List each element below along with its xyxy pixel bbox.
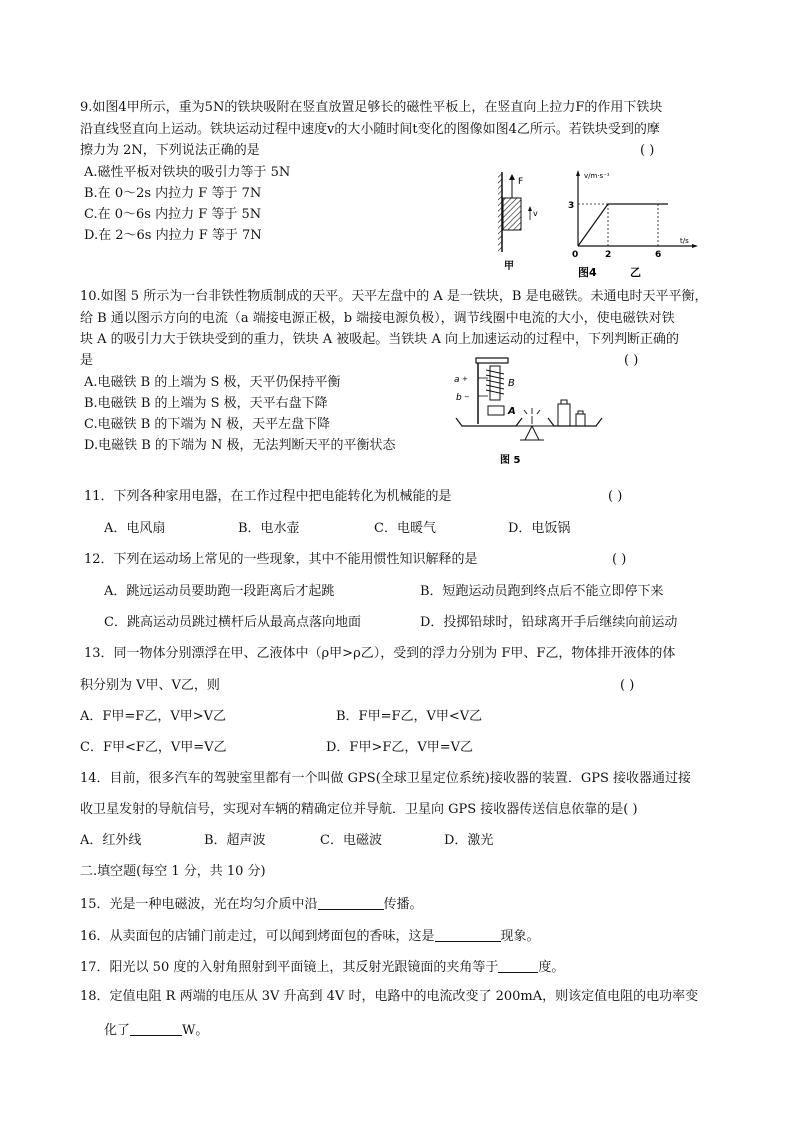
q9-option-d: D.在 2～6s 内拉力 F 等于 7N	[84, 228, 262, 243]
q12-answer-paren: ( )	[612, 552, 627, 567]
iron-block-a	[488, 406, 504, 415]
pointer-marks	[524, 408, 540, 424]
q16-text-before: 16．从卖面包的店铺门前走过，可以闻到烤面包的香味，这是	[80, 929, 435, 944]
q10-option-c: C.电磁铁 B 的下端为 N 极，天平左盘下降	[84, 417, 331, 432]
left-pan	[456, 418, 522, 426]
q18-text-before: 化了	[104, 1023, 131, 1038]
q17-line	[80, 958, 564, 976]
q11-option-c: C．电暖气	[374, 521, 436, 536]
figure-right-caption: 乙	[630, 266, 641, 279]
figure-5-caption: 图 5	[500, 455, 521, 466]
q10-line-1: 10.如图 5 所示为一台非铁性物质制成的天平。天平左盘中的 A 是一铁块，B 是电磁铁。未通电时天平平衡，	[80, 289, 708, 304]
q14-option-d: D．激光	[444, 833, 494, 848]
q12-option-a: A．跳远运动员要助跑一段距离后才起跳	[104, 584, 335, 599]
iron-block	[503, 198, 521, 230]
q11-answer-paren: ( )	[608, 489, 623, 504]
stand-top	[476, 358, 508, 363]
terminal-a-label: a	[454, 375, 460, 385]
q14-line-2: 收卫星发射的导航信号，实现对车辆的精确定位并导航．卫星向 GPS 接收器传送信息依靠的是( )	[80, 802, 638, 817]
svg-text:+: +	[462, 375, 468, 383]
q9-line-3: 擦力为 2N，下列说法正确的是	[80, 143, 260, 158]
q9-option-c: C.在 0～6s 内拉力 F 等于 5N	[84, 207, 262, 222]
x-tick-label-6: 6	[655, 250, 662, 260]
q13-option-c: C．F甲<F乙，V甲=V乙	[80, 740, 227, 755]
q11-option-b: B．电水壶	[238, 521, 300, 536]
q14-option-a: A．红外线	[80, 833, 142, 848]
y-tick-label: 3	[568, 201, 575, 211]
q16-answer-blank[interactable]	[435, 927, 501, 942]
q17-answer-blank[interactable]	[498, 958, 538, 973]
q11-option-a: A．电风扇	[104, 521, 166, 536]
origin-label: 0	[572, 250, 579, 260]
figure-caption: 图4	[578, 266, 597, 279]
figure-left-caption: 甲	[504, 261, 514, 272]
electromagnet-label: B	[508, 378, 515, 389]
q11-option-d: D．电饭锅	[508, 521, 571, 536]
q13-option-a: A．F甲=F乙，V甲>V乙	[80, 709, 226, 724]
q10-line-3: 块 A 的吸引力大于铁块受到的重力，铁块 A 被吸起。当铁块 A 向上加速运动的过程中，下列判断正确的	[80, 332, 679, 347]
q9-answer-paren: ( )	[640, 143, 655, 158]
q14-line-1: 14．目前，很多汽车的驾驶室里都有一个叫做 GPS(全球卫星定位系统)接收器的装置．GPS 接收器通过接	[80, 771, 692, 786]
q14-option-c: C．电磁波	[320, 833, 382, 848]
velocity-label: v	[533, 209, 538, 218]
section-2-title: 二.填空题(每空 1 分，共 10 分)	[80, 864, 266, 879]
q15-text-after: 传播。	[383, 897, 423, 912]
q13-line-2: 积分别为 V甲、V乙，则	[80, 678, 220, 693]
terminal-b-label: b	[456, 393, 462, 403]
q9-line-2: 沿直线竖直向上运动。铁块运动过程中速度v的大小随时间t变化的图像如图4乙所示。若铁块受到的摩	[80, 122, 660, 137]
balance-pivot	[525, 426, 539, 440]
q13-line-1: 13．同一物体分别漂浮在甲、乙液体中（ρ甲>ρ乙），受到的浮力分别为 F甲、F乙，物体排开液体的体	[84, 646, 676, 661]
q10-answer-paren: ( )	[624, 353, 639, 368]
x-axis-label: t/s	[680, 237, 689, 245]
q13-option-d: D．F甲>F乙，V甲=V乙	[326, 740, 474, 755]
q10-option-b: B.电磁铁 B 的上端为 S 极，天平右盘下降	[84, 396, 328, 411]
force-label: F	[518, 177, 524, 187]
q12-option-c: C．跳高运动员跳过横杆后从最高点落向地面	[104, 615, 361, 630]
velocity-time-line	[578, 204, 668, 246]
x-tick-label-2: 2	[605, 250, 612, 260]
q10-line-4: 是	[80, 353, 94, 368]
q9-option-b: B.在 0～2s 内拉力 F 等于 7N	[84, 186, 262, 201]
y-axis-label: v/m·s⁻¹	[584, 172, 610, 180]
svg-text:−: −	[464, 393, 470, 401]
q10-option-d: D.电磁铁 B 的下端为 N 极，无法判断天平的平衡状态	[84, 438, 396, 453]
q17-text-before: 17．阳光以 50 度的入射角照射到平面镜上，其反射光跟镜面的夹角等于	[80, 960, 499, 975]
q12-option-b: B．短跑运动员跑到终点后不能立即停下来	[420, 584, 664, 599]
q13-answer-paren: ( )	[620, 678, 635, 693]
q11-stem: 11．下列各种家用电器，在工作过程中把电能转化为机械能的是	[84, 489, 452, 504]
q14-option-b: B．超声波	[204, 833, 266, 848]
q18-text-after: W。	[182, 1023, 209, 1038]
iron-block-label: A	[508, 406, 516, 417]
q13-option-b: B．F甲=F乙，V甲<V乙	[336, 709, 483, 724]
q12-option-d: D．投掷铅球时，铅球离开手后继续向前运动	[420, 615, 678, 630]
q9-option-a: A.磁性平板对铁块的吸引力等于 5N	[84, 165, 291, 180]
q15-text-before: 15．光是一种电磁波，光在均匀介质中沿	[80, 897, 318, 912]
q15-answer-blank[interactable]	[318, 895, 384, 910]
q9-line-1: 9.如图4甲所示，重为5N的铁块吸附在竖直放置足够长的磁性平板上，在竖直向上拉力F的作用下铁块	[80, 100, 663, 115]
weight-large	[558, 404, 570, 426]
q18-line-1: 18．定值电阻 R 两端的电压从 3V 升高到 4V 时，电路中的电流改变了 200mA，则该定值电阻的电功率变	[80, 989, 699, 1004]
q16-line	[80, 927, 540, 945]
electromagnet-coil	[486, 370, 504, 394]
q18-line-2	[104, 1021, 208, 1039]
weight-small	[576, 414, 585, 426]
q10-option-a: A.电磁铁 B 的上端为 S 极，天平仍保持平衡	[84, 375, 341, 390]
q12-stem: 12．下列在运动场上常见的一些现象，其中不能用惯性知识解释的是	[84, 552, 478, 567]
q18-answer-blank[interactable]	[130, 1021, 182, 1036]
right-pan	[548, 418, 602, 426]
q10-line-2: 给 B 通以图示方向的电流（a 端接电源正极，b 端接电源负极），调节线圈中电流的大小，使电磁铁对铁	[80, 311, 675, 326]
q17-text-after: 度。	[538, 960, 565, 975]
q15-line	[80, 895, 423, 913]
figure-5	[448, 356, 610, 466]
figure-4	[490, 168, 700, 280]
q16-text-after: 现象。	[500, 929, 540, 944]
